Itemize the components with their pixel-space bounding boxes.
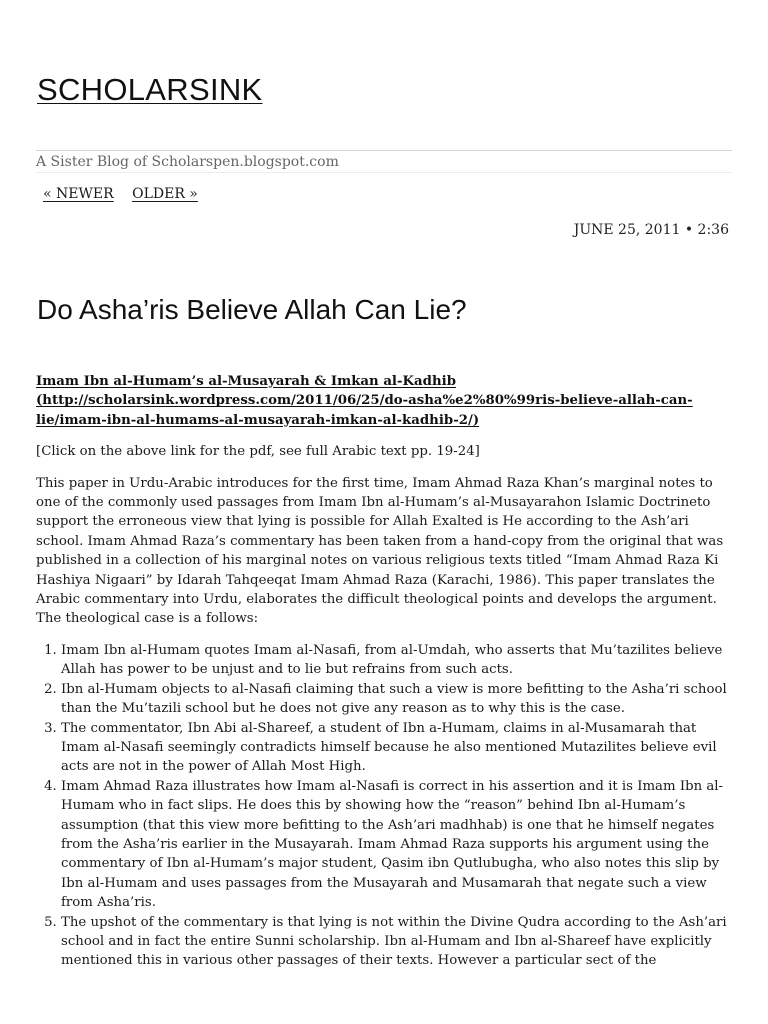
list-item: 2. Ibn al-Humam objects to al-Nasafi claiming that such a view is more befitting to the Asha’ri school than the Mu’tazili school but he does not give any reason as to why this is the case. bbox=[61, 680, 736, 719]
pdf-link[interactable]: Imam Ibn al-Humam’s al-Musayarah & Imkan al-Kadhib (http://scholarsink.wordpress.com/2011/06/25/do-asha%e2%80%99ris-believe-allah-can-lie/imam-ibn-al-humams-al-musayarah-imkan-al-kadhib-2/) bbox=[36, 374, 693, 428]
post-title: Do Asha’ris Believe Allah Can Lie? bbox=[37, 294, 467, 325]
post-date: JUNE 25, 2011 • 2:36 bbox=[573, 222, 729, 238]
header-divider bbox=[36, 150, 732, 151]
list-item: 3. The commentator, Ibn Abi al-Shareef, a student of Ibn a-Humam, claims in al-Musamarah that Imam al-Nasafi seemingly contradicts himself because he also mentioned Mutazilites believe evil acts are not in the power of Allah Most High. bbox=[61, 719, 736, 777]
intro-paragraph: This paper in Urdu-Arabic introduces for the first time, Imam Ahmad Raza Khan’s marginal notes to one of the commonly used passages from Imam Ibn al-Humam’s al-Musayarahon Islamic Doctrineto support the erroneous view that lying is possible for Allah Exalted is He according to the Ash’ari school. Imam Ahmad Raza’s commentary has been taken from a hand-copy from the original that was published in a collection of his marginal notes on various religious texts titled “Imam Ahmad Raza Ki Hashiya Nigaari” by Idarah Tahqeeqat Imam Ahmad Raza (Karachi, 1986). This paper translates the Arabic commentary into Urdu, elaborates the difficult theological points and develops the argument. The theological case is a follows: bbox=[36, 475, 724, 627]
newer-posts-link[interactable]: « NEWER bbox=[43, 186, 114, 202]
site-tagline: A Sister Blog of Scholarspen.blogspot.com bbox=[36, 152, 732, 173]
list-item: 4. Imam Ahmad Raza illustrates how Imam al-Nasafi is correct in his assertion and it is Imam Ibn al-Humam who in fact slips. He does this by showing how the “reason” behind Ibn al-Humam’s assumption (that this view more befitting to the Ash’ari madhhab) is one that he himself negates from the Asha’ris earlier in the Musayarah. Imam Ahmad Raza supports his argument using the commentary of Ibn al-Humam’s major student, Qasim ibn Qutlubugha, who also notes this slip by Ibn al-Humam and uses passages from the Musayarah and Musamarah that negate such a view from Asha’ris. bbox=[61, 777, 736, 913]
pdf-link-paragraph bbox=[36, 372, 736, 430]
pdf-note: [Click on the above link for the pdf, see full Arabic text pp. 19-24] bbox=[36, 444, 480, 460]
list-item: 5. The upshot of the commentary is that lying is not within the Divine Qudra according to the Ash’ari school and in fact the entire Sunni scholarship. Ibn al-Humam and Ibn al-Shareef have explicitly mentioned this in various other passages of their texts. However a particular sect of the bbox=[61, 913, 736, 971]
post-navigation bbox=[43, 186, 212, 202]
older-posts-link[interactable]: OLDER » bbox=[132, 186, 198, 202]
argument-list bbox=[36, 641, 736, 971]
list-item: 1. Imam Ibn al-Humam quotes Imam al-Nasafi, from al-Umdah, who asserts that Mu’tazilites believe Allah has power to be unjust and to lie but refrains from such acts. bbox=[61, 641, 736, 680]
site-title-link[interactable]: SCHOLARSINK bbox=[37, 72, 263, 107]
post-body bbox=[36, 372, 736, 971]
